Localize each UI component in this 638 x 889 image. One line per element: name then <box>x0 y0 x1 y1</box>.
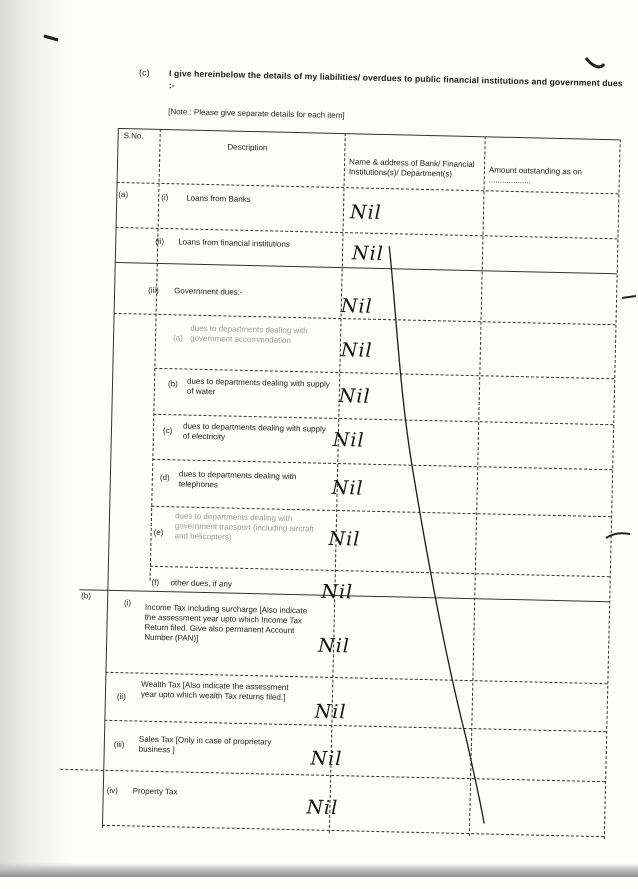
header-name-address: Name & address of Bank/ Financial Institutions(s)/ Department(s) <box>348 157 475 179</box>
row-number: (ii) <box>116 692 126 702</box>
section-note: [Note : Please give separate details for each item] <box>168 107 345 121</box>
header-amount: Amount outstanding as on ................... <box>488 165 582 186</box>
row-label: dues to departments dealing with government transport (including aircraft and helicopters) <box>174 511 315 542</box>
row-number: (ii) <box>155 236 165 247</box>
row-number: (f) <box>151 577 160 588</box>
row-value-handwritten: Nil <box>310 747 343 771</box>
row-number: (e) <box>153 527 164 538</box>
row-value-handwritten: Nil <box>314 700 347 724</box>
row-label: dues to departments dealing with supply of water <box>186 376 330 397</box>
row-number: (b) <box>167 379 178 389</box>
row-number: (a) <box>172 333 183 343</box>
section-intro: I give hereinbelow the details of my liabilities/ overdues to public financial institutions and government dues :- <box>168 68 623 91</box>
row-value-handwritten: Nil <box>340 295 373 318</box>
row-value-handwritten: Nil <box>338 385 371 408</box>
scan-shadow-bottom <box>0 863 638 877</box>
row-value-handwritten: Nil <box>321 580 354 604</box>
row-value-handwritten: Nil <box>328 527 361 551</box>
row-label: dues to departments dealing with telephones <box>178 469 297 490</box>
row-label: Sales Tax [Only in case of proprietary business ] <box>138 734 272 755</box>
row-number: (iii) <box>148 285 159 295</box>
row-value-handwritten: Nil <box>331 476 364 500</box>
row-value-handwritten: Nil <box>340 339 373 362</box>
row-label: Wealth Tax [Also indicate the assessment year upto which wealth Tax returns filed.] <box>140 679 289 702</box>
margin-mark <box>606 533 630 538</box>
row-label: Property Tax <box>132 786 178 797</box>
margin-mark <box>586 58 604 67</box>
row-label: Government dues:- <box>174 286 243 297</box>
row-number: (i) <box>123 598 132 608</box>
margin-mark <box>44 36 58 40</box>
row-label: Income Tax including surcharge [Also indicate the assessment year upto which Income Tax Return filed. Give also permanent Account Number (PAN)] <box>144 602 308 643</box>
section-marker: (c) <box>138 67 150 78</box>
row-value-handwritten: Nil <box>332 428 365 452</box>
group-a-label: (a) <box>118 189 129 200</box>
row-number: (iii) <box>113 740 125 750</box>
row-label: Loans from Banks <box>186 193 251 204</box>
header-sno: S.No. <box>123 131 144 141</box>
row-value-handwritten: Nil <box>306 796 339 820</box>
row-label: dues to departments dealing with government accommodation <box>189 323 308 345</box>
row-number: (iv) <box>106 785 118 796</box>
row-label: dues to departments dealing with supply of electricity <box>182 421 326 442</box>
row-label: other dues, if any <box>170 578 232 589</box>
row-number: (i) <box>161 192 169 203</box>
row-number: (c) <box>162 426 173 436</box>
group-b-label: (b) <box>81 591 92 601</box>
margin-mark <box>622 296 636 298</box>
row-value-handwritten: Nil <box>349 201 382 224</box>
row-label: Loans from financial institutions <box>178 237 290 249</box>
header-description: Description <box>227 142 268 153</box>
row-value-handwritten: Nil <box>317 634 351 658</box>
row-value-handwritten: Nil <box>351 242 385 266</box>
row-number: (d) <box>159 472 170 483</box>
